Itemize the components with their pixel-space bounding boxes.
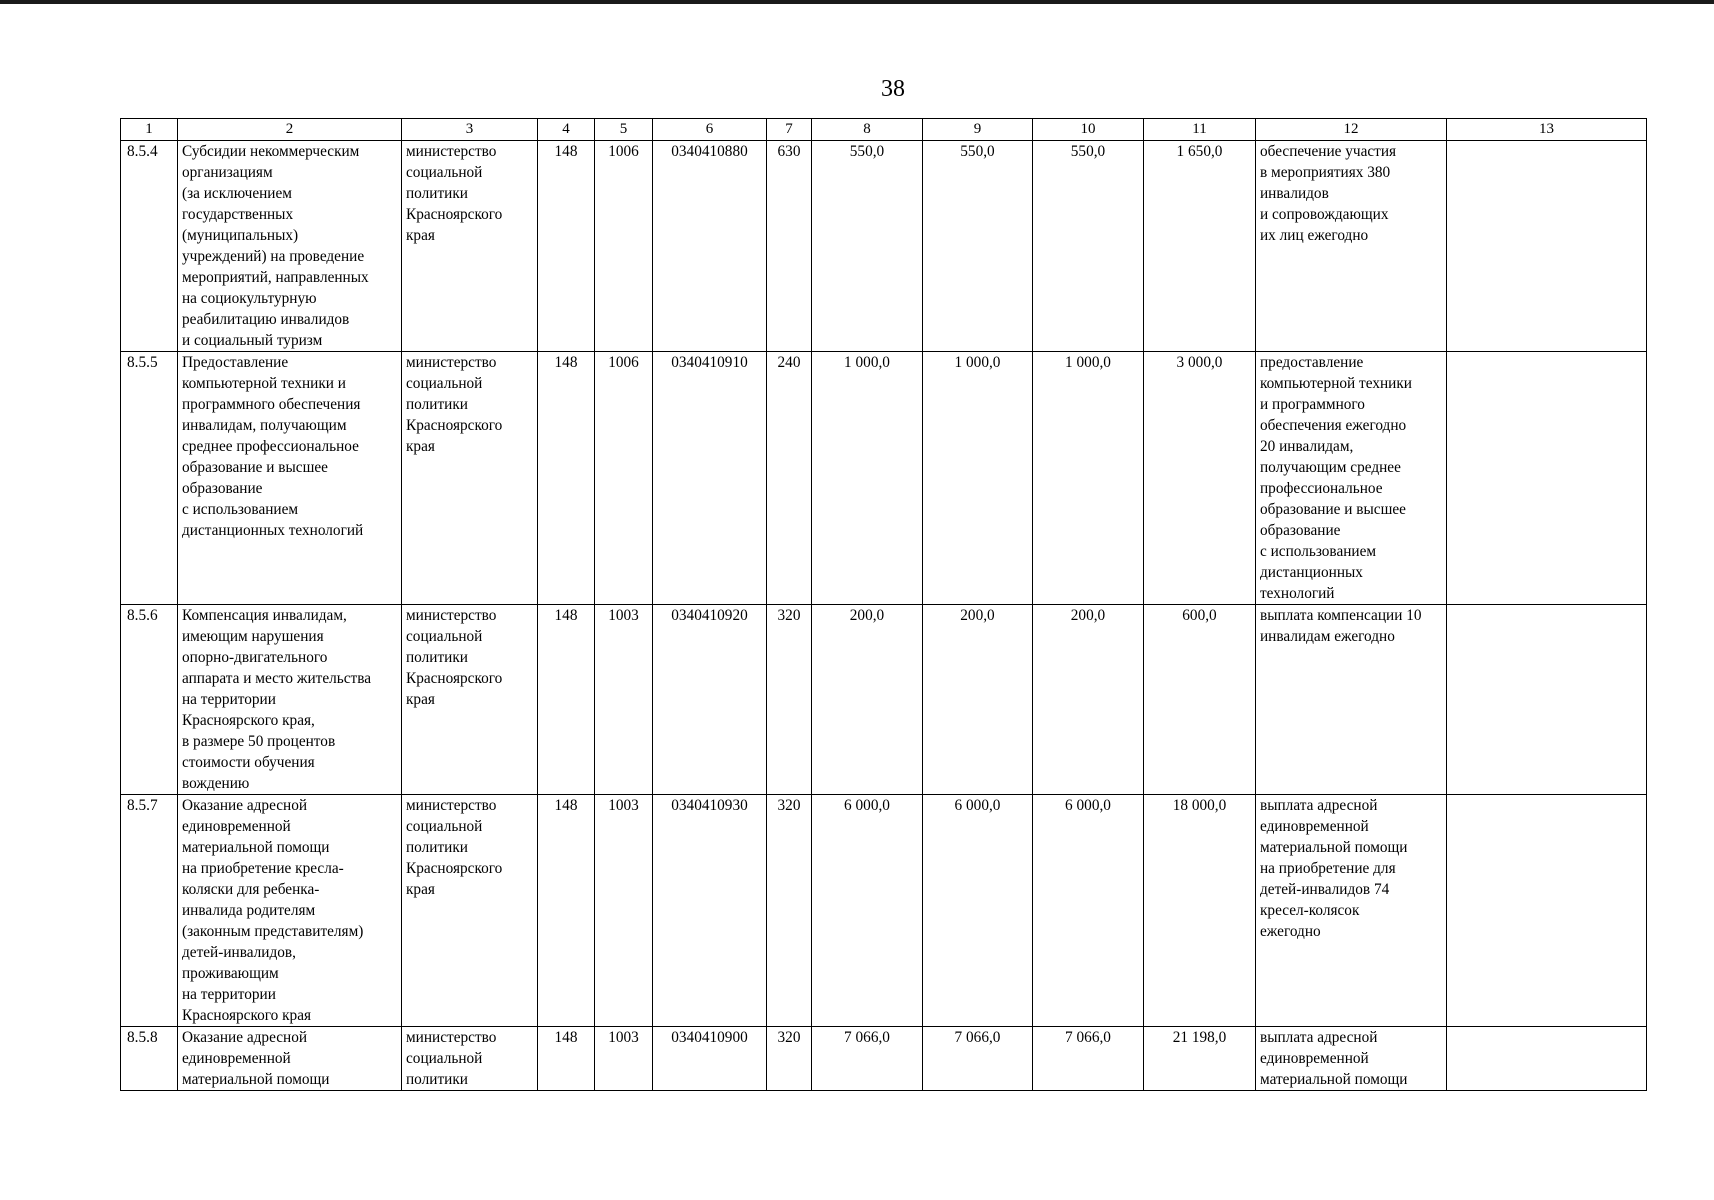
- vr-code: 240: [767, 352, 812, 605]
- col-header-7: 7: [767, 119, 812, 141]
- csr-code: 0340410910: [653, 352, 767, 605]
- csr-code: 0340410880: [653, 141, 767, 352]
- item-number: 8.5.8: [121, 1027, 178, 1091]
- amount-year-1: 7 066,0: [812, 1027, 923, 1091]
- rzpr-code: 1006: [595, 352, 653, 605]
- vr-code: 320: [767, 1027, 812, 1091]
- rzpr-code: 1003: [595, 795, 653, 1027]
- amount-year-3: 1 000,0: [1033, 352, 1144, 605]
- page-number: 38: [881, 76, 905, 102]
- amount-year-1: 200,0: [812, 605, 923, 795]
- activity-name: Оказание адресной единовременной материальной помощи: [178, 1027, 402, 1091]
- scan-top-border: [0, 0, 1714, 4]
- table-row: [121, 795, 1647, 1027]
- item-number: 8.5.7: [121, 795, 178, 1027]
- note-cell: [1447, 605, 1647, 795]
- executor: министерство социальной политики Красноярского края: [402, 795, 538, 1027]
- table-row: [121, 605, 1647, 795]
- item-number: 8.5.6: [121, 605, 178, 795]
- amount-total: 600,0: [1144, 605, 1256, 795]
- column-number-row: [121, 119, 1647, 141]
- amount-year-1: 1 000,0: [812, 352, 923, 605]
- note-cell: [1447, 141, 1647, 352]
- table-row: [121, 1027, 1647, 1091]
- program-activities-table: [120, 118, 1647, 1091]
- amount-total: 21 198,0: [1144, 1027, 1256, 1091]
- activity-name: Предоставление компьютерной техники и программного обеспечения инвалидам, получающим среднее профессиональное образование и высшее образование с использованием дистанционных технологий: [178, 352, 402, 605]
- executor: министерство социальной политики Красноярского края: [402, 352, 538, 605]
- expected-result: выплата адресной единовременной материальной помощи: [1256, 1027, 1447, 1091]
- csr-code: 0340410920: [653, 605, 767, 795]
- vr-code: 320: [767, 795, 812, 1027]
- amount-total: 18 000,0: [1144, 795, 1256, 1027]
- col-header-8: 8: [812, 119, 923, 141]
- expected-result: выплата компенсации 10 инвалидам ежегодно: [1256, 605, 1447, 795]
- grbs-code: 148: [538, 141, 595, 352]
- vr-code: 320: [767, 605, 812, 795]
- activity-name: Оказание адресной единовременной материальной помощи на приобретение кресла- коляски для ребенка- инвалида родителям (законным представителям) детей-инвалидов, проживающим на территории Красноярского края: [178, 795, 402, 1027]
- col-header-3: 3: [402, 119, 538, 141]
- item-number: 8.5.4: [121, 141, 178, 352]
- amount-year-3: 200,0: [1033, 605, 1144, 795]
- amount-year-3: 7 066,0: [1033, 1027, 1144, 1091]
- col-header-4: 4: [538, 119, 595, 141]
- table-row: [121, 141, 1647, 352]
- note-cell: [1447, 1027, 1647, 1091]
- activity-name: Компенсация инвалидам, имеющим нарушения опорно-двигательного аппарата и место жительства на территории Красноярского края, в размере 50 процентов стоимости обучения вождению: [178, 605, 402, 795]
- amount-year-2: 550,0: [923, 141, 1033, 352]
- expected-result: предоставление компьютерной техники и программного обеспечения ежегодно 20 инвалидам, получающим среднее профессиональное образование и высшее образование с использованием дистанционных технологий: [1256, 352, 1447, 605]
- col-header-12: 12: [1256, 119, 1447, 141]
- amount-year-3: 6 000,0: [1033, 795, 1144, 1027]
- grbs-code: 148: [538, 605, 595, 795]
- note-cell: [1447, 352, 1647, 605]
- grbs-code: 148: [538, 352, 595, 605]
- rzpr-code: 1003: [595, 1027, 653, 1091]
- activity-name: Субсидии некоммерческим организациям (за исключением государственных (муниципальных) учреждений) на проведение мероприятий, направленных на социокультурную реабилитацию инвалидов и социальный туризм: [178, 141, 402, 352]
- col-header-2: 2: [178, 119, 402, 141]
- vr-code: 630: [767, 141, 812, 352]
- grbs-code: 148: [538, 795, 595, 1027]
- rzpr-code: 1006: [595, 141, 653, 352]
- amount-year-2: 6 000,0: [923, 795, 1033, 1027]
- col-header-6: 6: [653, 119, 767, 141]
- rzpr-code: 1003: [595, 605, 653, 795]
- executor: министерство социальной политики: [402, 1027, 538, 1091]
- grbs-code: 148: [538, 1027, 595, 1091]
- csr-code: 0340410900: [653, 1027, 767, 1091]
- col-header-9: 9: [923, 119, 1033, 141]
- amount-year-3: 550,0: [1033, 141, 1144, 352]
- col-header-11: 11: [1144, 119, 1256, 141]
- expected-result: обеспечение участия в мероприятиях 380 инвалидов и сопровождающих их лиц ежегодно: [1256, 141, 1447, 352]
- amount-total: 1 650,0: [1144, 141, 1256, 352]
- item-number: 8.5.5: [121, 352, 178, 605]
- col-header-1: 1: [121, 119, 178, 141]
- amount-total: 3 000,0: [1144, 352, 1256, 605]
- executor: министерство социальной политики Красноярского края: [402, 605, 538, 795]
- expected-result: выплата адресной единовременной материальной помощи на приобретение для детей-инвалидов 74 кресел-колясок ежегодно: [1256, 795, 1447, 1027]
- amount-year-2: 200,0: [923, 605, 1033, 795]
- table-row: [121, 352, 1647, 605]
- col-header-13: 13: [1447, 119, 1647, 141]
- executor: министерство социальной политики Красноярского края: [402, 141, 538, 352]
- amount-year-1: 6 000,0: [812, 795, 923, 1027]
- col-header-5: 5: [595, 119, 653, 141]
- csr-code: 0340410930: [653, 795, 767, 1027]
- amount-year-2: 7 066,0: [923, 1027, 1033, 1091]
- amount-year-1: 550,0: [812, 141, 923, 352]
- note-cell: [1447, 795, 1647, 1027]
- amount-year-2: 1 000,0: [923, 352, 1033, 605]
- col-header-10: 10: [1033, 119, 1144, 141]
